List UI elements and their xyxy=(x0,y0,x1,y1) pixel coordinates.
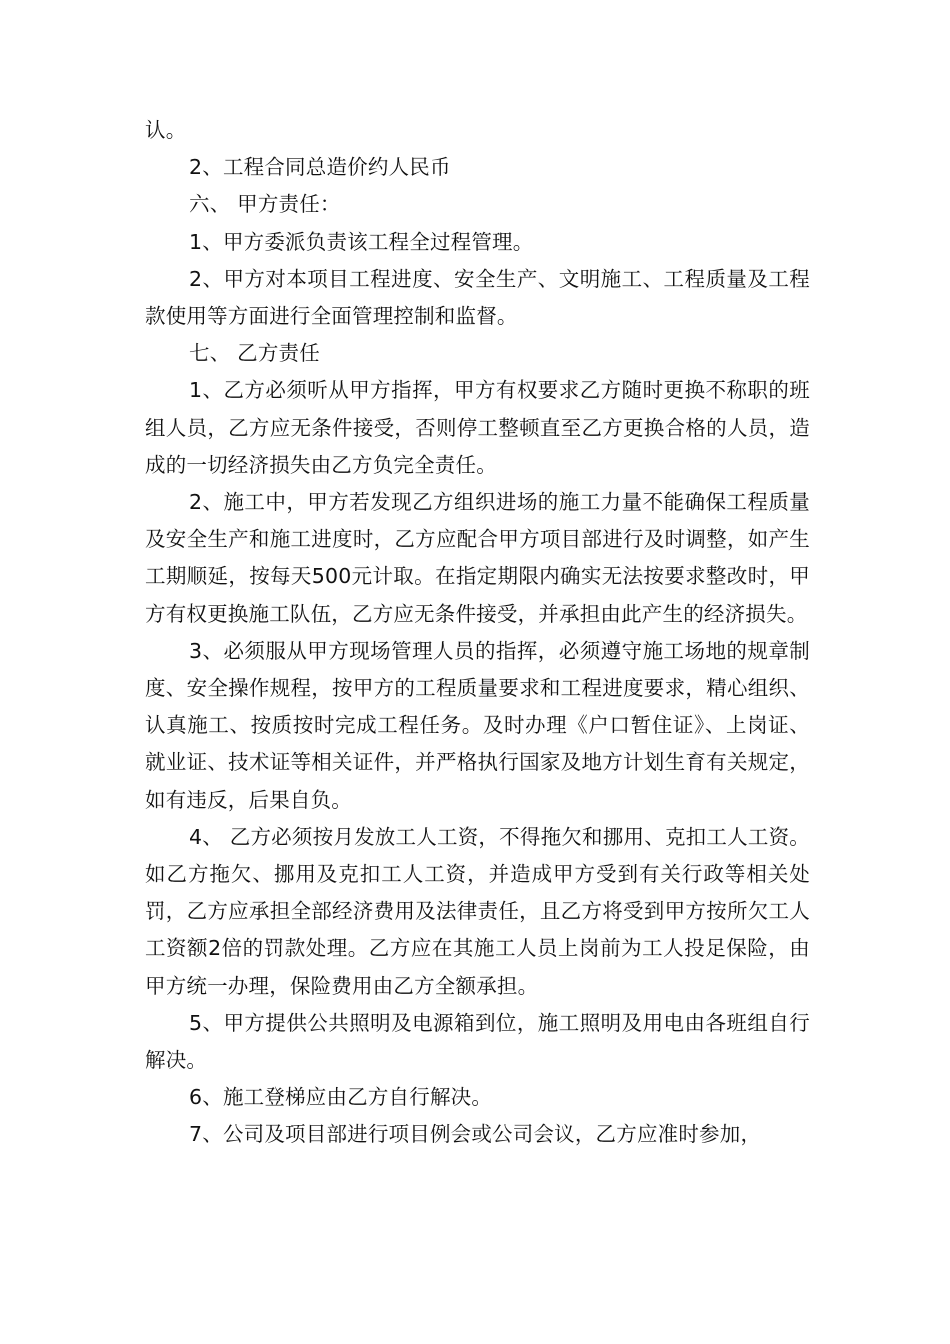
paragraph-party-b-2: 2、施工中，甲方若发现乙方组织进场的施工力量不能确保工程质量及安全生产和施工进度时，乙方应配合甲方项目部进行及时调整，如产生工期顺延，按每天500元计取。在指定期限内确实无法按要求整改时，甲方有权更换施工队伍，乙方应无条件接受，并承担由此产生的经济损失。 xyxy=(145,490,810,626)
section-heading-party-b: 七、 乙方责任 xyxy=(189,341,320,366)
paragraph-party-b-3: 3、必须服从甲方现场管理人员的指挥，必须遵守施工场地的规章制度、安全操作规程，按甲方的工程质量要求和工程进度要求，精心组织、认真施工、按质按时完成工程任务。及时办理《户口暂住证》、上岗证、就业证、技术证等相关证件，并严格执行国家及地方计划生育有关规定，如有违反，后果自负。 xyxy=(145,638,810,812)
section-heading-party-a: 六、 甲方责任： xyxy=(189,192,341,217)
paragraph-party-b-1: 1、乙方必须听从甲方指挥，甲方有权要求乙方随时更换不称职的班组人员，乙方应无条件接受，否则停工整顿直至乙方更换合格的人员，造成的一切经济损失由乙方负完全责任。 xyxy=(145,378,810,477)
paragraph-party-a-1: 1、甲方委派负责该工程全过程管理。 xyxy=(189,229,534,254)
paragraph-party-b-5: 5、甲方提供公共照明及电源箱到位，施工照明及用电由各班组自行解决。 xyxy=(145,1010,810,1073)
paragraph-party-b-4: 4、 乙方必须按月发放工人工资，不得拖欠和挪用、克扣工人工资。如乙方拖欠、挪用及克扣工人工资，并造成甲方受到有关行政等相关处罚，乙方应承担全部经济费用及法律责任，且乙方将受到甲方按所欠工人工资额2倍的罚款处理。乙方应在其施工人员上岗前为工人投足保险，由甲方统一办理，保险费用由乙方全额承担。 xyxy=(145,824,810,998)
paragraph-party-a-2: 2、甲方对本项目工程进度、安全生产、文明施工、工程质量及工程款使用等方面进行全面管理控制和监督。 xyxy=(145,266,810,329)
paragraph-party-b-6: 6、施工登梯应由乙方自行解决。 xyxy=(189,1085,493,1110)
document-body xyxy=(145,112,810,1154)
paragraph-contract-price: 2、工程合同总造价约人民币 xyxy=(189,155,451,180)
paragraph-continuation: 认。 xyxy=(145,118,187,142)
paragraph-party-b-7: 7、公司及项目部进行项目例会或公司会议，乙方应准时参加， xyxy=(189,1122,762,1147)
